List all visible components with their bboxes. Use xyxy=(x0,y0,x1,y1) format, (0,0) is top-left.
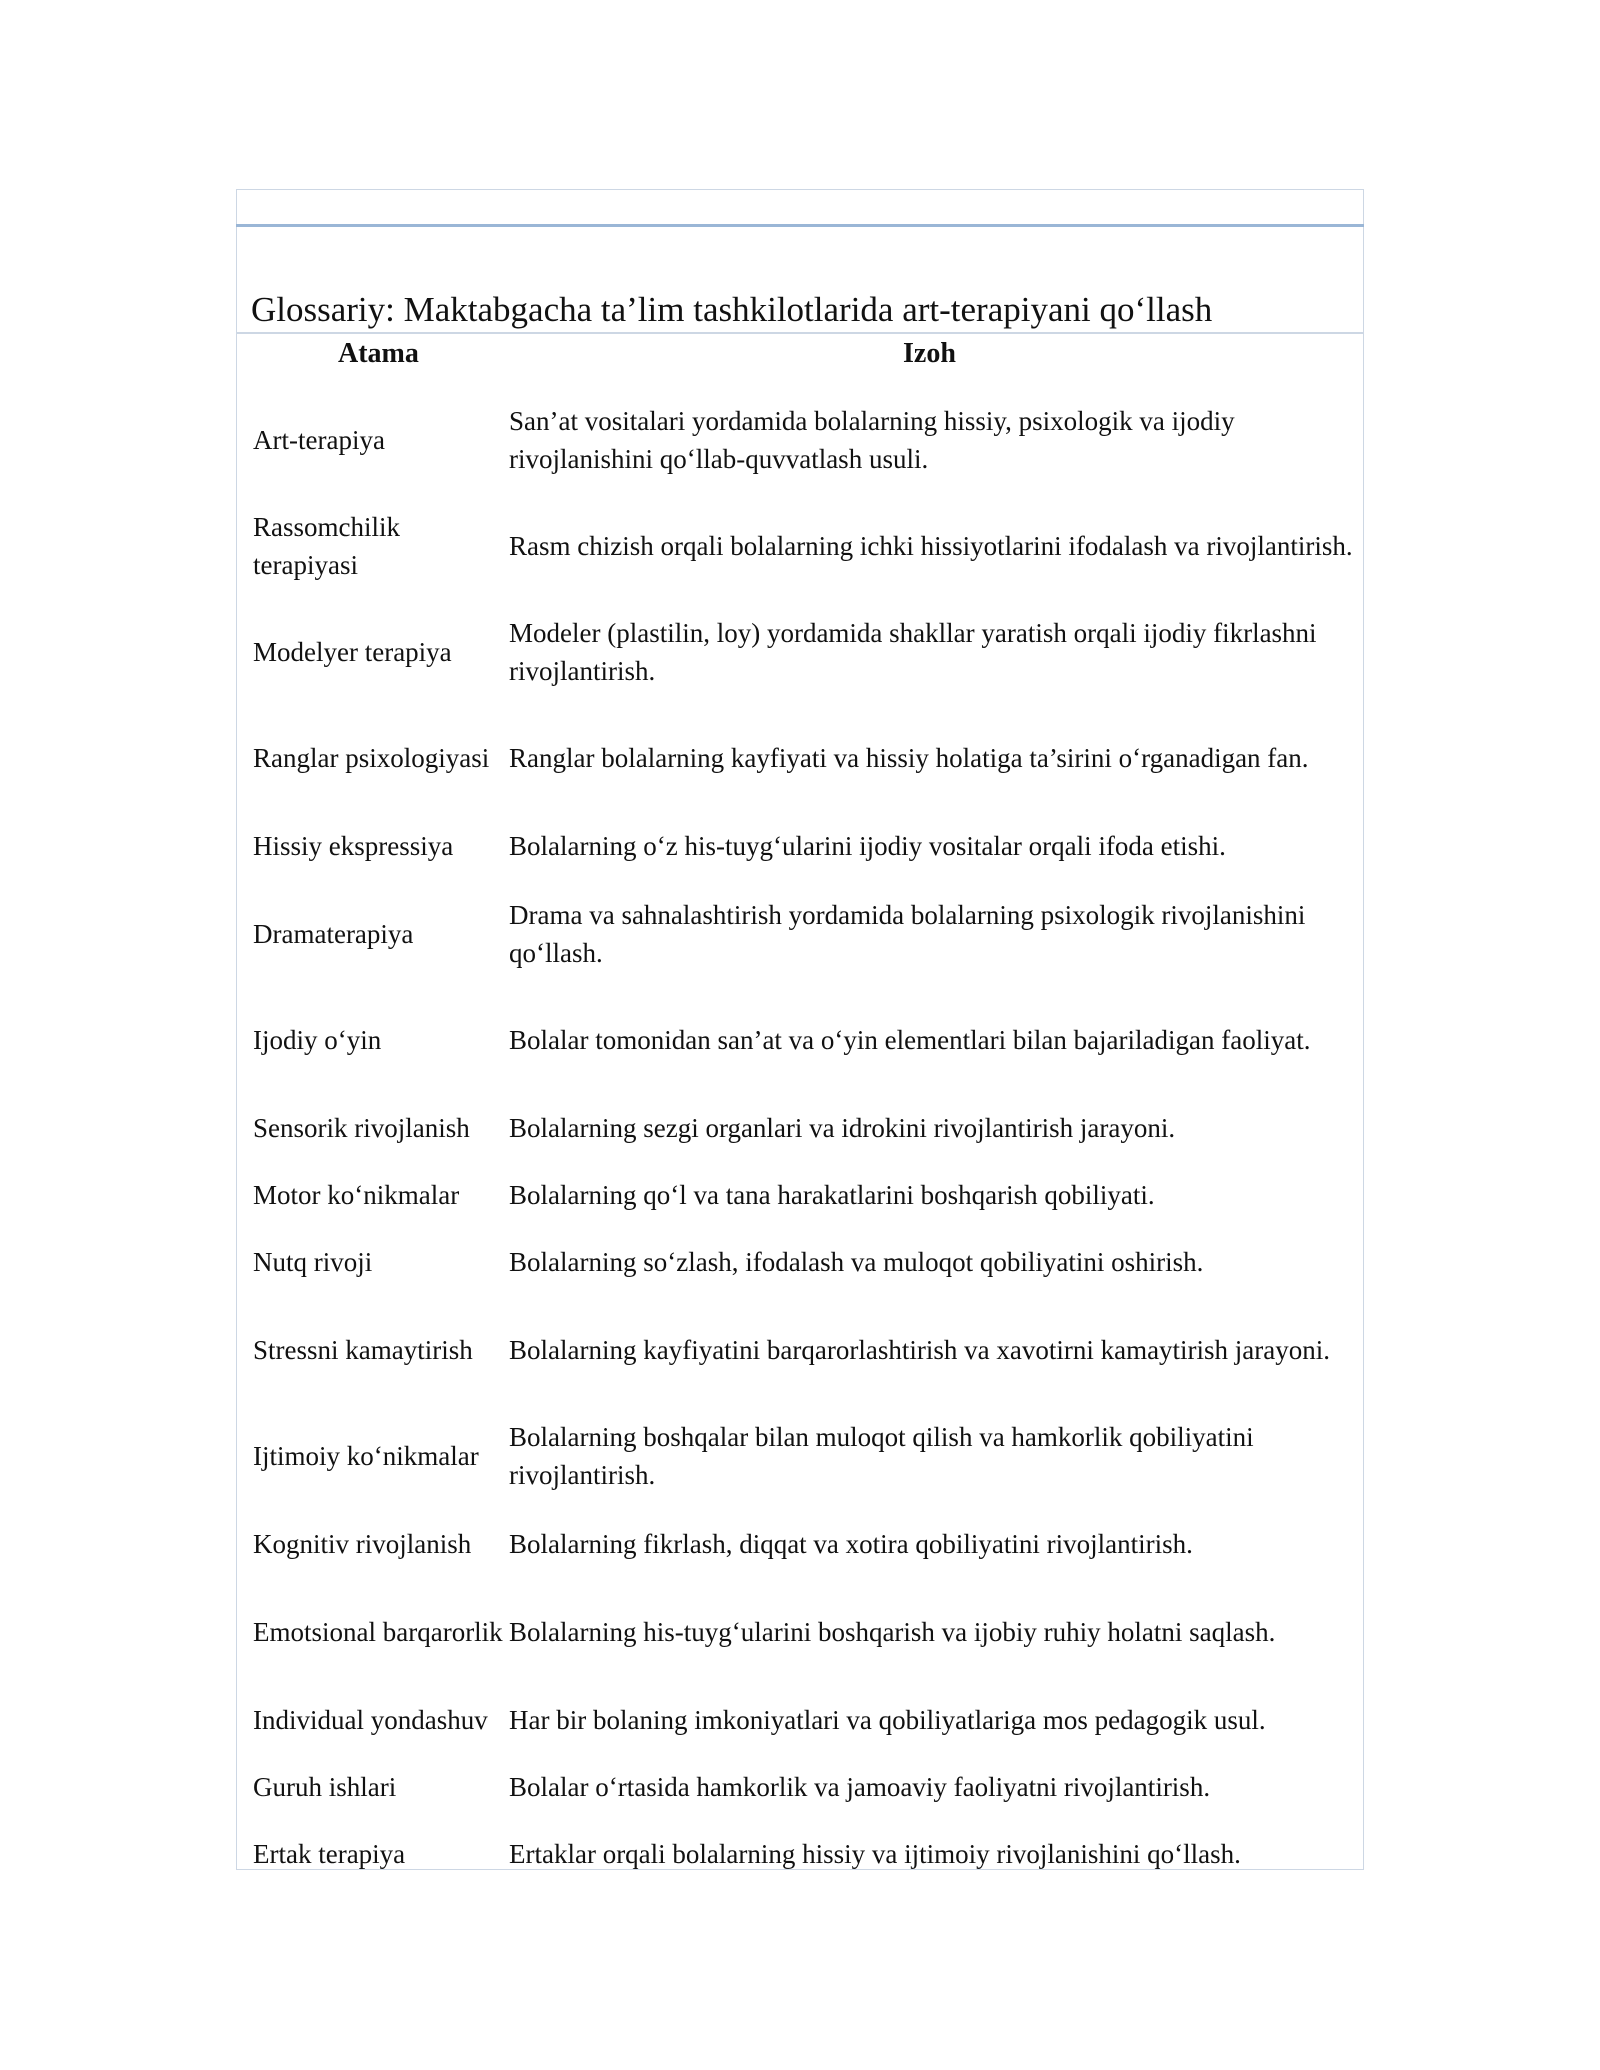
table-row xyxy=(236,1592,1364,1672)
definition-cell: Bolalarning o‘z his-tuyg‘ularini ijodiy vositalar orqali ifoda etishi. xyxy=(509,831,1226,861)
table-row xyxy=(236,718,1364,798)
table-row xyxy=(236,1519,1364,1569)
definition-cell: Bolalar o‘rtasida hamkorlik va jamoaviy faoliyatni rivojlantirish. xyxy=(509,1772,1211,1802)
table-row xyxy=(236,894,1364,974)
definition-cell: Ranglar bolalarning kayfiyati va hissiy holatiga ta’sirini o‘rganadigan fan. xyxy=(509,743,1309,773)
table-row xyxy=(236,506,1364,586)
table-row xyxy=(236,1000,1364,1080)
table-row xyxy=(236,1695,1364,1745)
term-cell: Art-terapiya xyxy=(253,425,385,455)
definition-cell: Ertaklar orqali bolalarning hissiy va ijtimoiy rivojlanishini qo‘llash. xyxy=(509,1839,1241,1869)
term-cell: Ijtimoiy ko‘nikmalar xyxy=(253,1441,479,1471)
term-cell: Dramaterapiya xyxy=(253,919,414,949)
term-cell: Guruh ishlari xyxy=(253,1772,397,1802)
term-cell: Individual yondashuv xyxy=(253,1705,488,1735)
header-rule xyxy=(236,224,1364,227)
definition-cell: Rasm chizish orqali bolalarning ichki hissiyotlarini ifodalash va rivojlantirish. xyxy=(509,531,1353,561)
table-row xyxy=(236,400,1364,480)
definition-cell: Bolalarning fikrlash, diqqat va xotira qobiliyatini rivojlantirish. xyxy=(509,1529,1193,1559)
term-cell: Stressni kamaytirish xyxy=(253,1335,473,1365)
term-cell: Ranglar psixologiyasi xyxy=(253,743,490,773)
term-cell: Emotsional barqarorlik xyxy=(253,1617,503,1647)
term-cell: Nutq rivoji xyxy=(253,1247,373,1277)
definition-cell: Bolalarning qo‘l va tana harakatlarini boshqarish qobiliyati. xyxy=(509,1180,1155,1210)
definition-cell: Bolalar tomonidan san’at va o‘yin elementlari bilan bajariladigan faoliyat. xyxy=(509,1025,1311,1055)
definition-cell: Bolalarning sezgi organlari va idrokini rivojlantirish jarayoni. xyxy=(509,1113,1176,1143)
title-divider xyxy=(236,332,1364,334)
table-row xyxy=(236,1237,1364,1287)
definition-cell: Har bir bolaning imkoniyatlari va qobiliyatlariga mos pedagogik usul. xyxy=(509,1705,1266,1735)
column-header-term: Atama xyxy=(338,338,419,369)
term-cell: Ijodiy o‘yin xyxy=(253,1025,382,1055)
table-row xyxy=(236,1170,1364,1220)
table-row xyxy=(236,1829,1364,1879)
definition-cell: Drama va sahnalashtirish yordamida bolalarning psixologik rivojlanishini qo‘llash. xyxy=(509,900,1306,968)
definition-cell: Bolalarning kayfiyatini barqarorlashtirish va xavotirni kamaytirish jarayoni. xyxy=(509,1335,1331,1365)
term-cell: Motor ko‘nikmalar xyxy=(253,1180,460,1210)
table-row xyxy=(236,1416,1364,1496)
table-row xyxy=(236,1103,1364,1153)
page-title: Glossariy: Maktabgacha ta’lim tashkilotlarida art-terapiyani qo‘llash xyxy=(251,290,1213,329)
table-row xyxy=(236,1762,1364,1812)
definition-cell: Bolalarning boshqalar bilan muloqot qilish va hamkorlik qobiliyatini rivojlantirish. xyxy=(509,1422,1254,1490)
definition-cell: Modeler (plastilin, loy) yordamida shakllar yaratish orqali ijodiy fikrlashni rivojlantirish. xyxy=(509,618,1317,686)
table-row xyxy=(236,821,1364,871)
term-cell: Modelyer terapiya xyxy=(253,637,452,667)
term-cell: Kognitiv rivojlanish xyxy=(253,1529,472,1559)
definition-cell: Bolalarning so‘zlash, ifodalash va muloqot qobiliyatini oshirish. xyxy=(509,1247,1204,1277)
term-cell: Rassomchilik terapiyasi xyxy=(253,512,400,580)
table-row xyxy=(236,1310,1364,1390)
table-row xyxy=(236,612,1364,692)
term-cell: Hissiy ekspressiya xyxy=(253,831,454,861)
term-cell: Sensorik rivojlanish xyxy=(253,1113,470,1143)
definition-cell: San’at vositalari yordamida bolalarning hissiy, psixologik va ijodiy rivojlanishini qo‘llab-quvvatlash usuli. xyxy=(509,406,1235,474)
column-header-definition: Izoh xyxy=(903,338,956,369)
term-cell: Ertak terapiya xyxy=(253,1839,406,1869)
definition-cell: Bolalarning his-tuyg‘ularini boshqarish va ijobiy ruhiy holatni saqlash. xyxy=(509,1617,1276,1647)
